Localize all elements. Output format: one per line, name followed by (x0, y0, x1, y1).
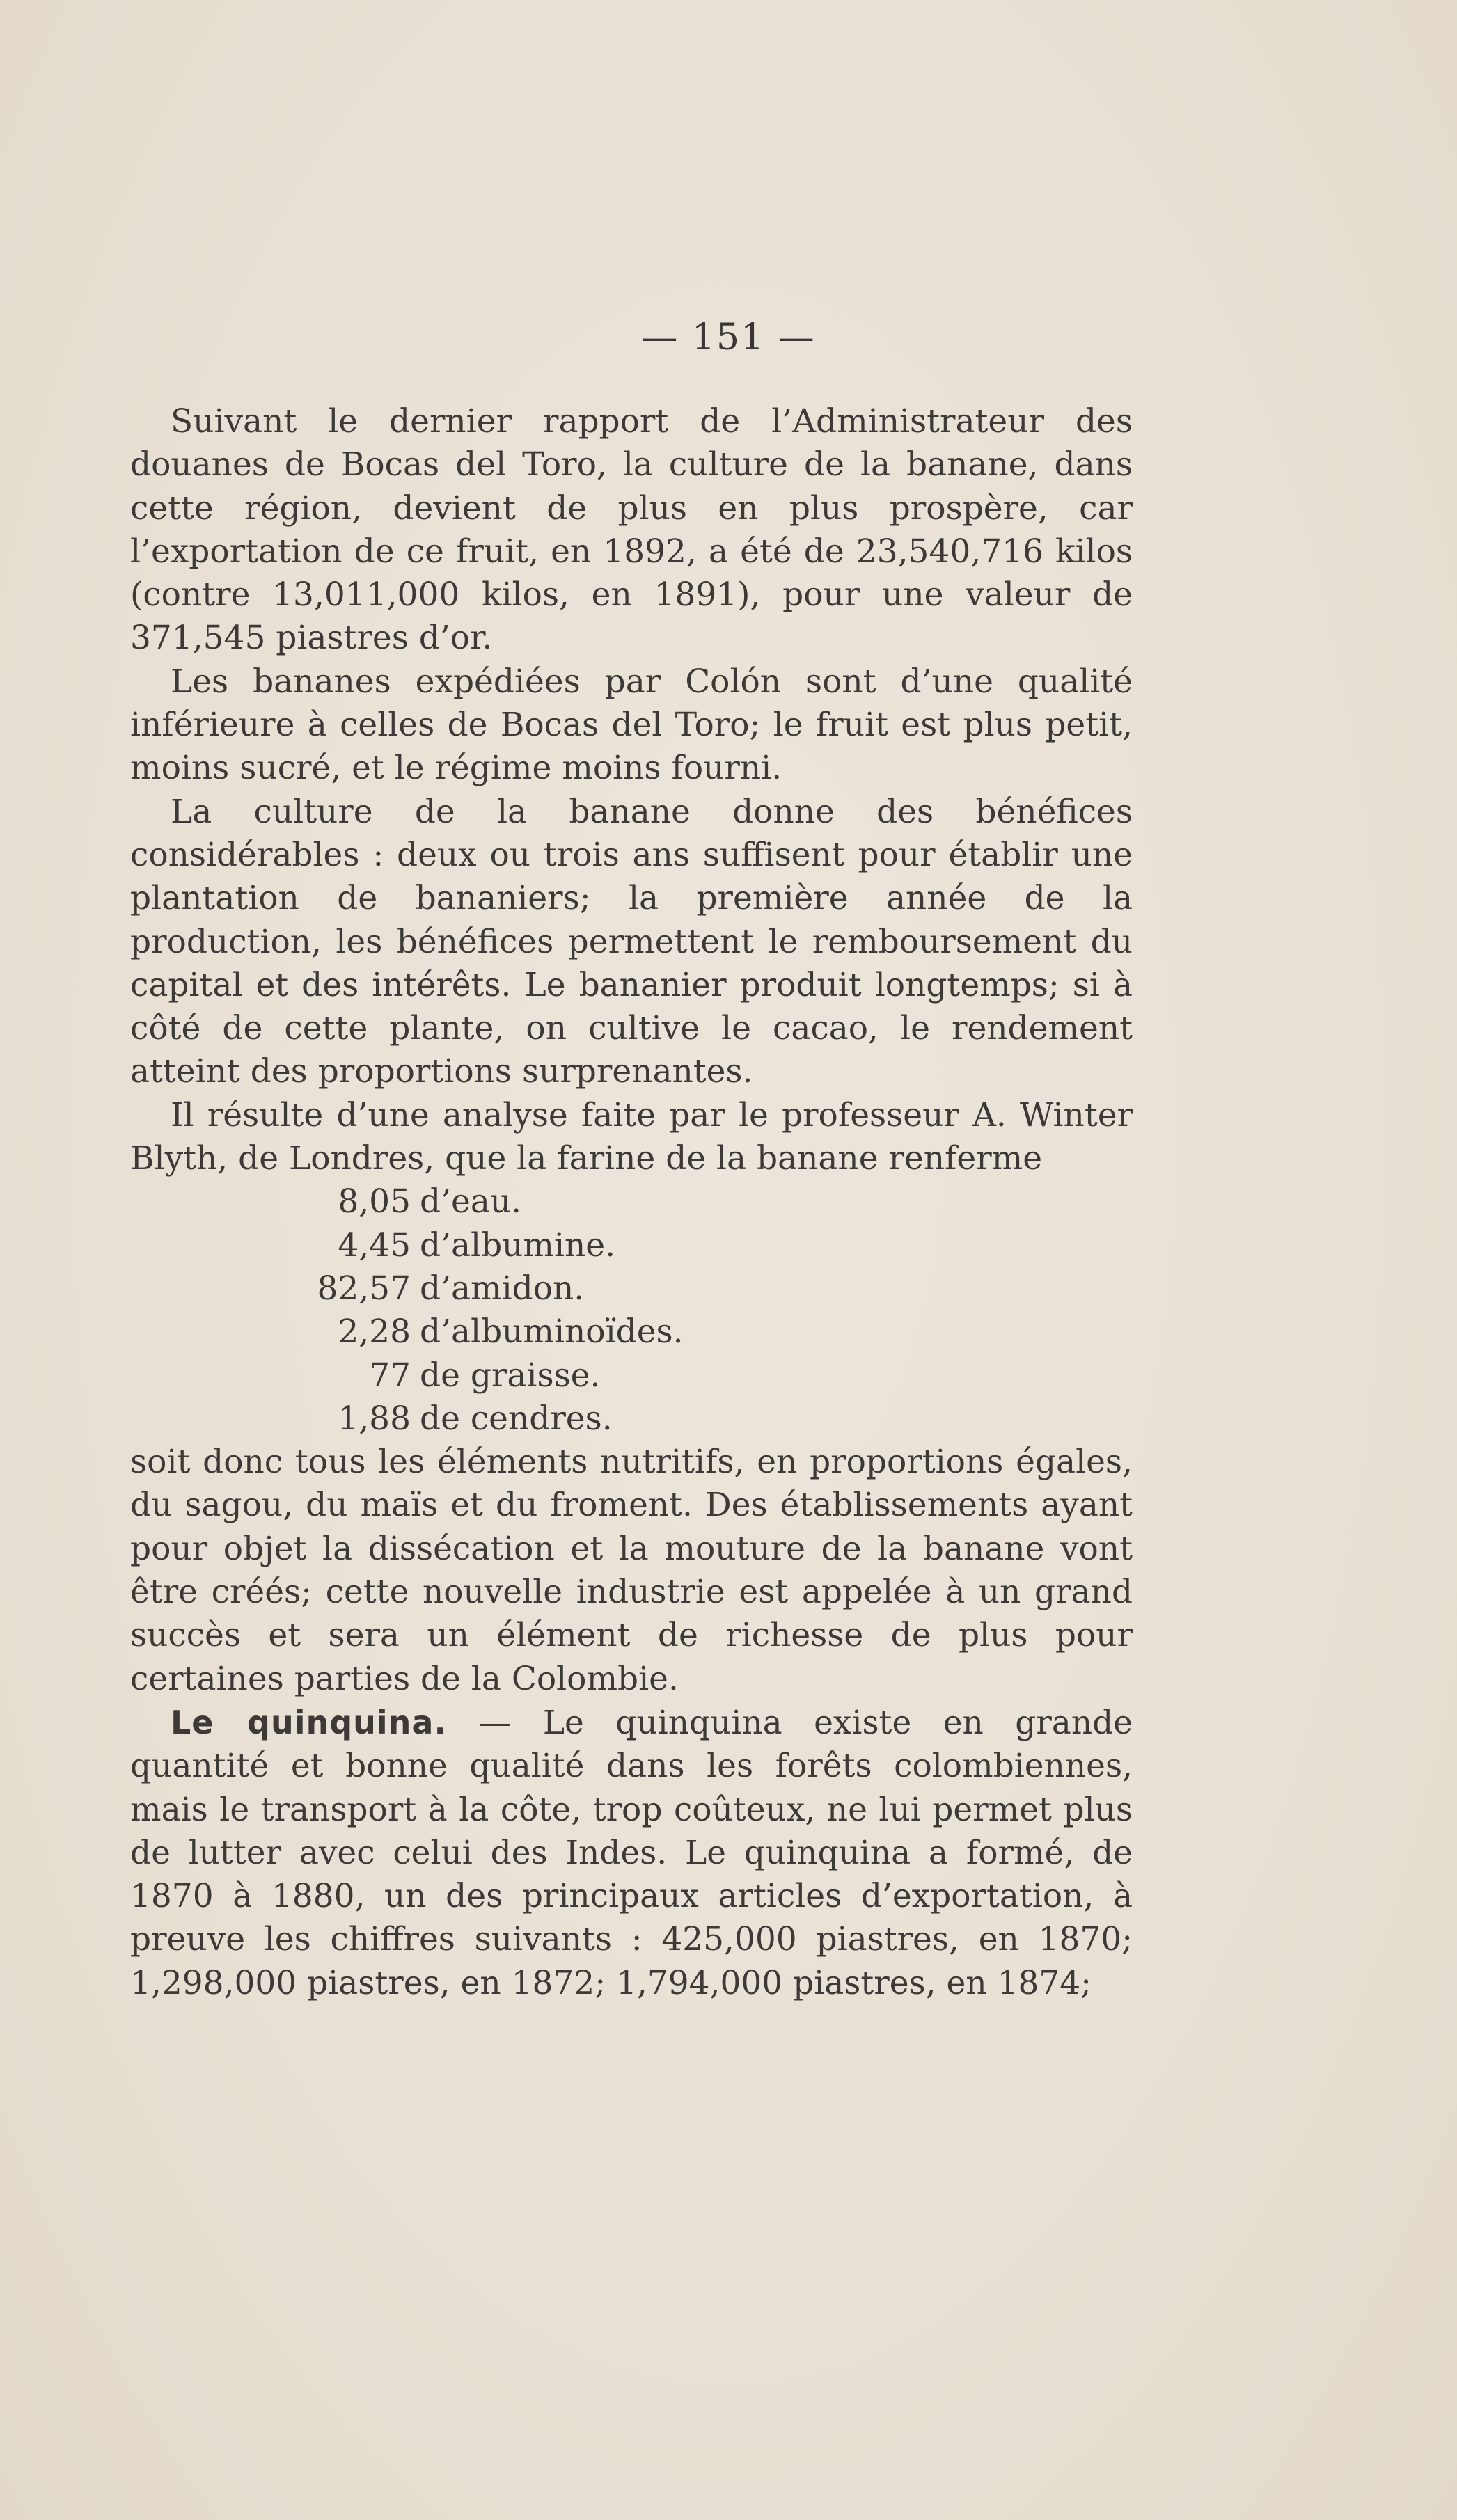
composition-row (130, 1224, 1133, 1267)
section-heading-quinquina: Le quinquina. (171, 1703, 447, 1741)
paragraph-nutrients: soit donc tous les éléments nutritifs, en proportions égales, du sagou, du maïs et du froment. Des établissements ayant pour objet la dissécation et la mouture de la banane vont être créés; cette nouvelle industrie est appelée à un grand succès et sera un élément de richesse de plus pour certaines parties de la Colombie. (130, 1443, 1133, 1698)
paragraph-flour-analysis: Il résulte d’une analyse faite par le professeur A. Winter Blyth, de Londres, que la farine de la banane renferme (130, 1095, 1133, 1178)
composition-row (130, 1180, 1133, 1223)
composition-label: d’eau. (420, 1182, 522, 1221)
composition-row (130, 1354, 1133, 1397)
paragraph-banana-profits: La culture de la banane donne des bénéfices considérables : deux ou trois ans suffisent pour établir une plantation de bananiers; la première année de la production, les bénéfices permettent le remboursement du capital et des intérêts. Le bananier produit longtemps; si à côté de cette plante, on cultive le cacao, le rendement atteint des proportions surprenantes. (130, 792, 1133, 1091)
body-text (130, 400, 1133, 2005)
composition-value: 8,05 (338, 1182, 411, 1221)
composition-label: d’albumine. (420, 1226, 616, 1265)
quinquina-text: — Le quinquina existe en grande quantité et bonne qualité dans les forêts colombiennes, mais le transport à la côte, trop coûteux, ne lui permet plus de lutter avec celui des Indes. Le quinquina a formé, de 1870 à 1880, un des principaux articles d’exportation, à preuve les chiffres suivants : 425,000 piastres, en 1870; 1,298,000 piastres, en 1872; 1,794,000 piastres, en 1874; (130, 1703, 1133, 2002)
composition-value: 1,88 (338, 1399, 411, 1438)
page-number: — 151 — (641, 317, 816, 358)
composition-row (130, 1267, 1133, 1310)
paragraph-banana-export: Suivant le dernier rapport de l’Administrateur des douanes de Bocas del Toro, la culture de la banane, dans cette région, devient de plus en plus prospère, car l’exportation de ce fruit, en 1892, a été de 23,540,716 kilos (contre 13,011,000 kilos, en 1891), pour une valeur de 371,545 piastres d’or. (130, 402, 1133, 658)
composition-label: d’albuminoïdes. (420, 1313, 684, 1352)
composition-value: 4,45 (338, 1226, 411, 1265)
composition-label: de graisse. (420, 1356, 601, 1395)
composition-value: 82,57 (317, 1269, 411, 1308)
composition-label: de cendres. (420, 1399, 613, 1438)
flour-composition-list (130, 1180, 1133, 1441)
composition-value: 2,28 (338, 1313, 411, 1352)
paragraph-quinquina (130, 1701, 1133, 2005)
paragraph-colon-bananas: Les bananes expédiées par Colón sont d’une qualité inférieure à celles de Bocas del Toro; le fruit est plus petit, moins sucré, et le régime moins fourni. (130, 662, 1133, 788)
composition-row (130, 1310, 1133, 1354)
composition-row (130, 1397, 1133, 1441)
composition-value: 77 (369, 1356, 411, 1395)
composition-label: d’amidon. (420, 1269, 585, 1308)
